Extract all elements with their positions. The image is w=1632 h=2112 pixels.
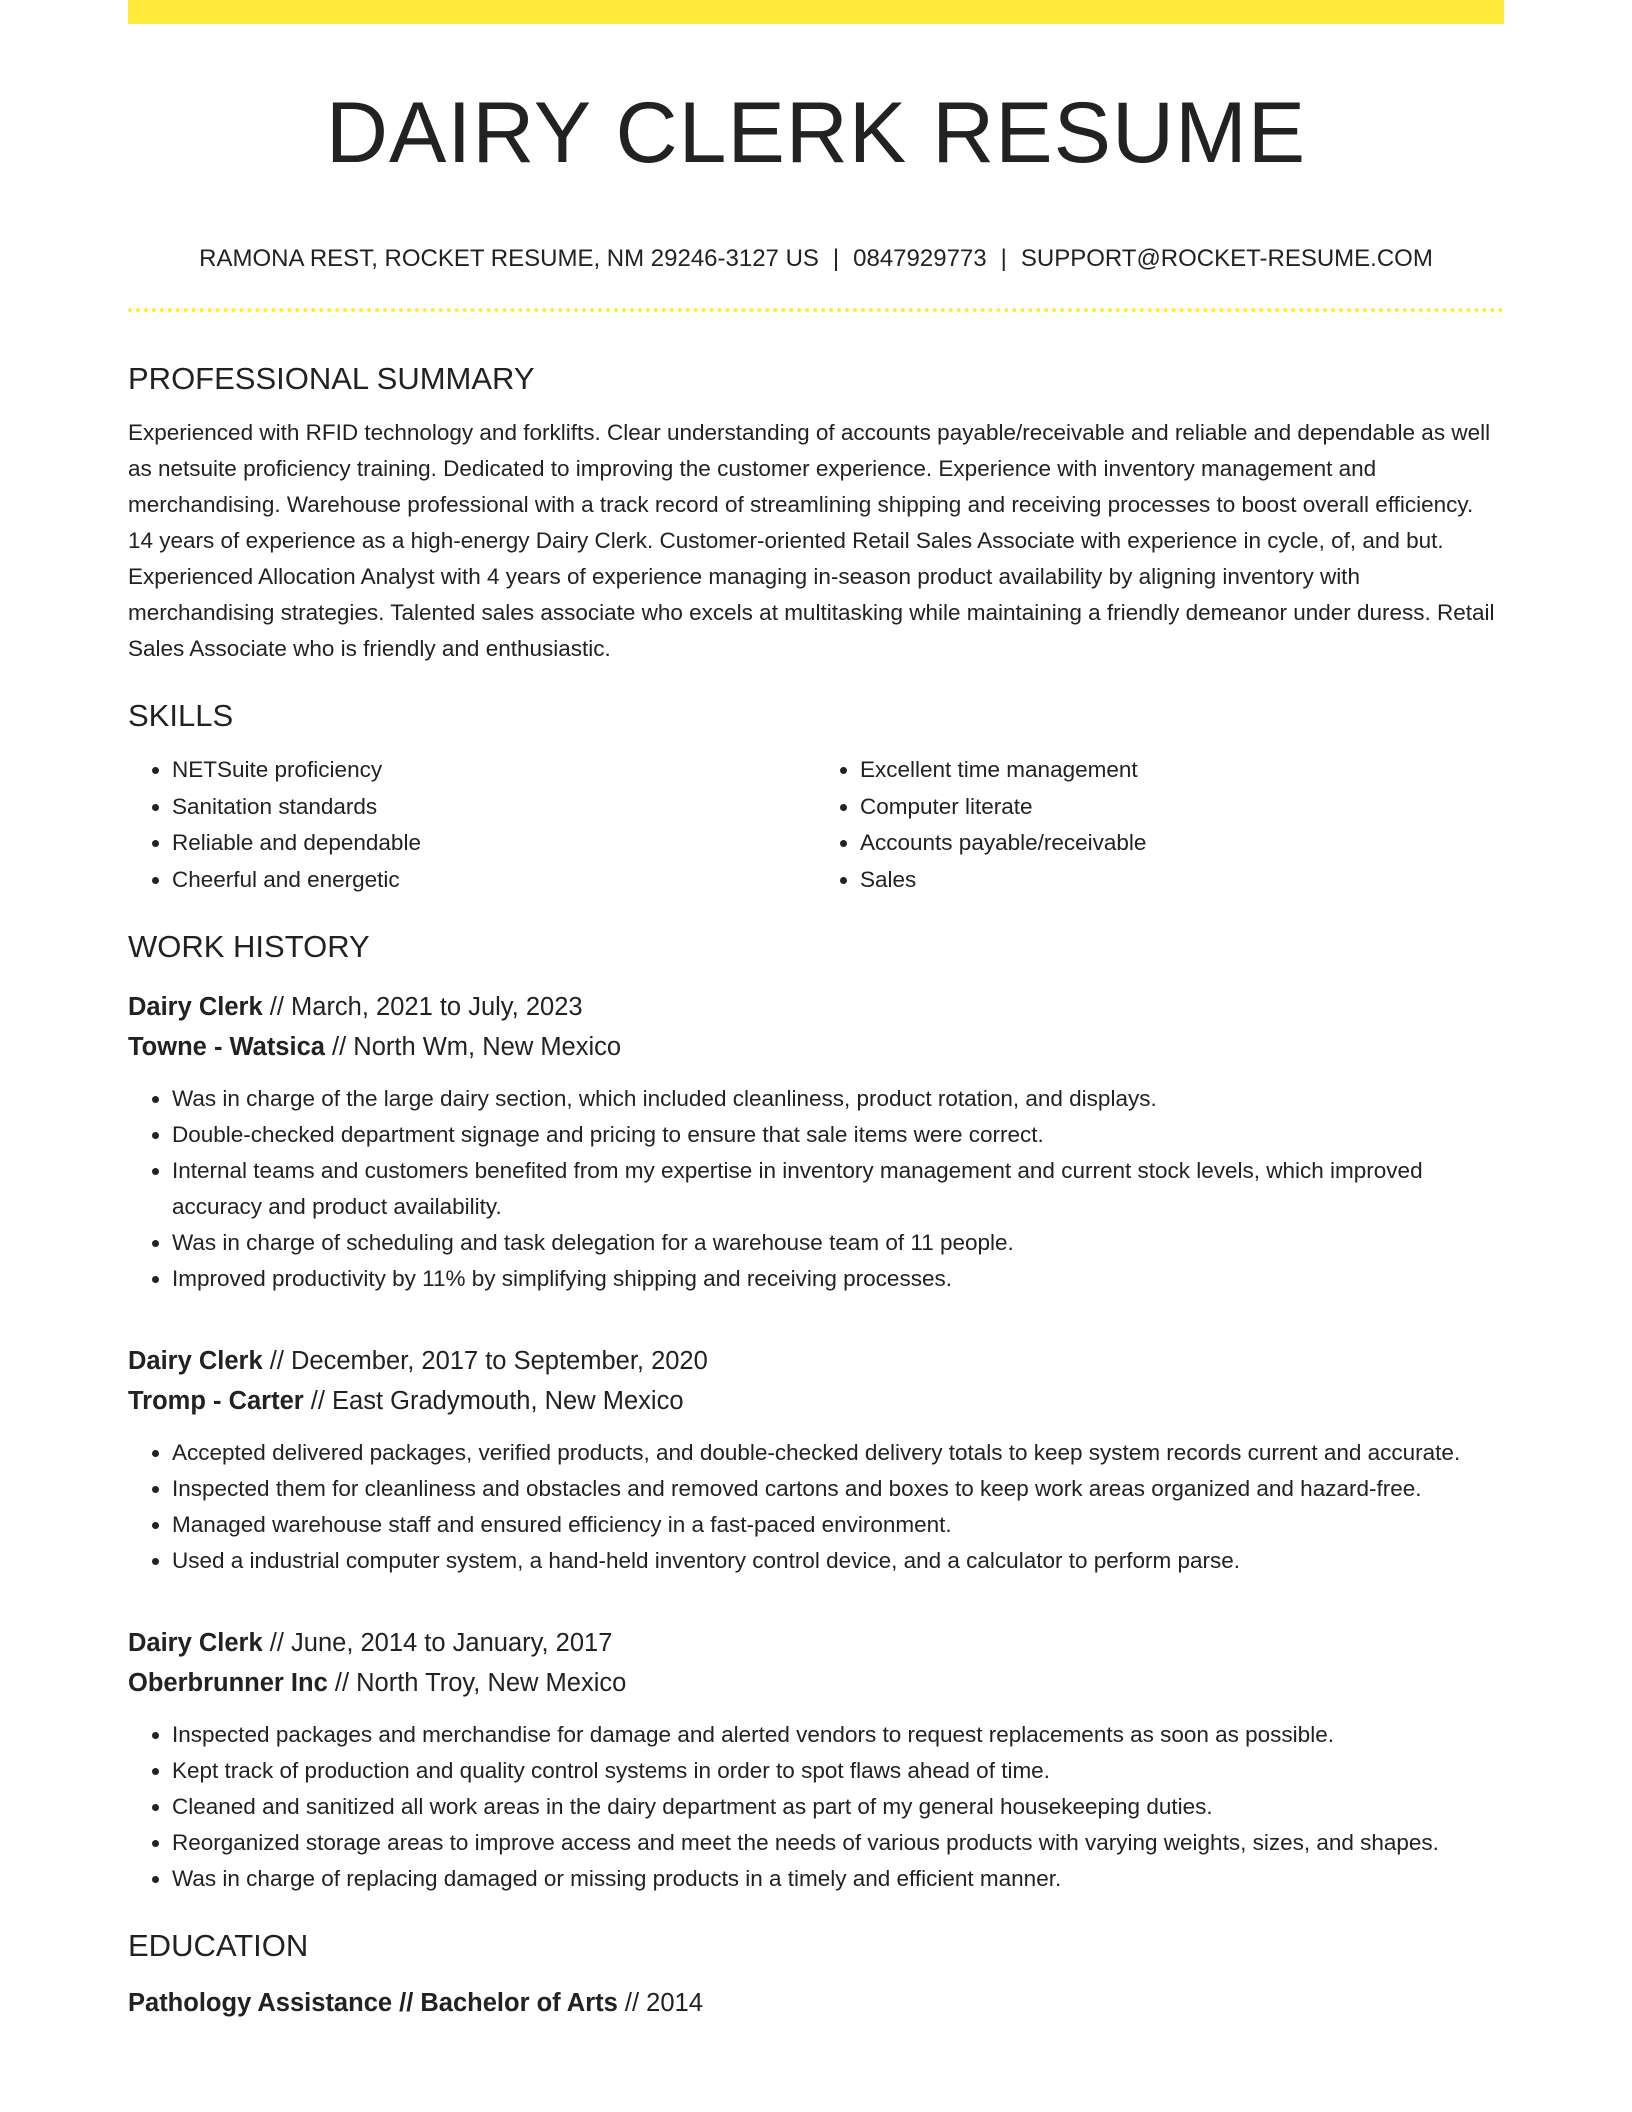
contact-email: SUPPORT@ROCKET-RESUME.COM xyxy=(1020,244,1433,272)
job-bullet: • Was in charge of replacing damaged or missing products in a timely and efficient manner. xyxy=(172,1861,1504,1897)
contact-separator: | xyxy=(832,244,840,272)
skill-item: • Reliable and dependable xyxy=(172,825,816,862)
education-heading: EDUCATION xyxy=(128,1928,309,1964)
skill-item: • Computer literate xyxy=(860,789,1504,826)
contact-phone: 0847929773 xyxy=(853,244,987,272)
skill-item: • Excellent time management xyxy=(860,752,1504,789)
job-title-line xyxy=(128,987,1504,1027)
job-title-line xyxy=(128,1623,1504,1663)
job-bullet: • Was in charge of scheduling and task delegation for a warehouse team of 11 people. xyxy=(172,1225,1504,1261)
education-degree: Pathology Assistance // Bachelor of Arts xyxy=(128,1988,618,2017)
resume-title: DAIRY CLERK RESUME xyxy=(325,85,1307,181)
job-bullet: • Inspected them for cleanliness and obstacles and removed cartons and boxes to keep work areas organized and hazard-free. xyxy=(172,1471,1504,1507)
job-bullet: • Kept track of production and quality control systems in order to spot flaws ahead of time. xyxy=(172,1753,1504,1789)
skills-column-left xyxy=(128,752,816,898)
dotted-divider xyxy=(128,308,1504,312)
skills-list xyxy=(128,752,1504,898)
skill-item: • Cheerful and energetic xyxy=(172,862,816,899)
job-company: Towne - Watsica xyxy=(128,1033,325,1062)
job-company-line xyxy=(128,1027,1504,1067)
job-title: Dairy Clerk xyxy=(128,1347,263,1376)
job-bullets xyxy=(128,1717,1504,1897)
contact-line xyxy=(128,243,1504,274)
skill-item: • Sanitation standards xyxy=(172,789,816,826)
work-history-heading: WORK HISTORY xyxy=(128,929,370,965)
skill-item: • Accounts payable/receivable xyxy=(860,825,1504,862)
summary-heading: PROFESSIONAL SUMMARY xyxy=(128,360,535,396)
job-title: Dairy Clerk xyxy=(128,993,263,1022)
job-bullets xyxy=(128,1081,1504,1297)
job-location: // East Gradymouth, New Mexico xyxy=(310,1387,684,1416)
job-bullet: • Accepted delivered packages, verified products, and double-checked delivery totals to keep system records current and accurate. xyxy=(172,1435,1504,1471)
contact-separator: | xyxy=(1000,244,1007,272)
job-bullet: • Double-checked department signage and pricing to ensure that sale items were correct. xyxy=(172,1117,1504,1153)
job-bullet: • Improved productivity by 11% by simplifying shipping and receiving processes. xyxy=(172,1261,1504,1297)
job-bullet: • Inspected packages and merchandise for damage and alerted vendors to request replacements as soon as possible. xyxy=(172,1717,1504,1753)
job-bullet: • Managed warehouse staff and ensured efficiency in a fast-paced environment. xyxy=(172,1507,1504,1543)
skills-heading: SKILLS xyxy=(128,697,234,733)
job-bullet: • Internal teams and customers benefited from my expertise in inventory management and current stock levels, which improved accuracy and product availability. xyxy=(172,1153,1504,1225)
job-location: // North Troy, New Mexico xyxy=(334,1669,627,1698)
job-bullet: • Used a industrial computer system, a hand-held inventory control device, and a calculator to perform parse. xyxy=(172,1543,1504,1579)
skill-item: • NETSuite proficiency xyxy=(172,752,816,789)
job-bullets xyxy=(128,1435,1504,1579)
job-company: Tromp - Carter xyxy=(128,1387,304,1416)
job-title-line xyxy=(128,1341,1504,1381)
job-company: Oberbrunner Inc xyxy=(128,1669,328,1698)
contact-address: RAMONA REST, ROCKET RESUME, NM 29246-3127 US xyxy=(199,244,819,272)
summary-text: Experienced with RFID technology and forklifts. Clear understanding of accounts payable/receivable and reliable and dependable as well as netsuite proficiency training. Dedicated to improving the customer experience. Experience with inventory management and merchandising. Warehouse professional with a track record of streamlining shipping and receiving processes to boost overall efficiency. 14 years of experience as a high-energy Dairy Clerk. Customer-oriented Retail Sales Associate with experience in cycle, of, and but. Experienced Allocation Analyst with 4 years of experience managing in-season product availability by aligning inventory with merchandising strategies. Talented sales associate who excels at multitasking while maintaining a friendly demeanor under duress. Retail Sales Associate who is friendly and enthusiastic. xyxy=(128,419,1495,661)
job-location: // North Wm, New Mexico xyxy=(332,1033,622,1062)
job-dates: // June, 2014 to January, 2017 xyxy=(269,1629,613,1658)
job-dates: // December, 2017 to September, 2020 xyxy=(269,1347,708,1376)
skills-column-right xyxy=(816,752,1504,898)
accent-top-bar xyxy=(128,0,1504,24)
job-entry xyxy=(128,1623,1504,1897)
job-bullet: • Was in charge of the large dairy section, which included cleanliness, product rotation, and displays. xyxy=(172,1081,1504,1117)
job-company-line xyxy=(128,1663,1504,1703)
education-entry xyxy=(128,1983,1504,2023)
job-bullet: • Cleaned and sanitized all work areas in the dairy department as part of my general housekeeping duties. xyxy=(172,1789,1504,1825)
job-entry xyxy=(128,987,1504,1297)
skill-item: • Sales xyxy=(860,862,1504,899)
resume-page xyxy=(128,0,1504,2023)
job-dates: // March, 2021 to July, 2023 xyxy=(269,993,583,1022)
job-title: Dairy Clerk xyxy=(128,1629,263,1658)
job-entry xyxy=(128,1341,1504,1579)
education-year: // 2014 xyxy=(624,1988,703,2017)
job-bullet: • Reorganized storage areas to improve access and meet the needs of various products with varying weights, sizes, and shapes. xyxy=(172,1825,1504,1861)
job-company-line xyxy=(128,1381,1504,1421)
